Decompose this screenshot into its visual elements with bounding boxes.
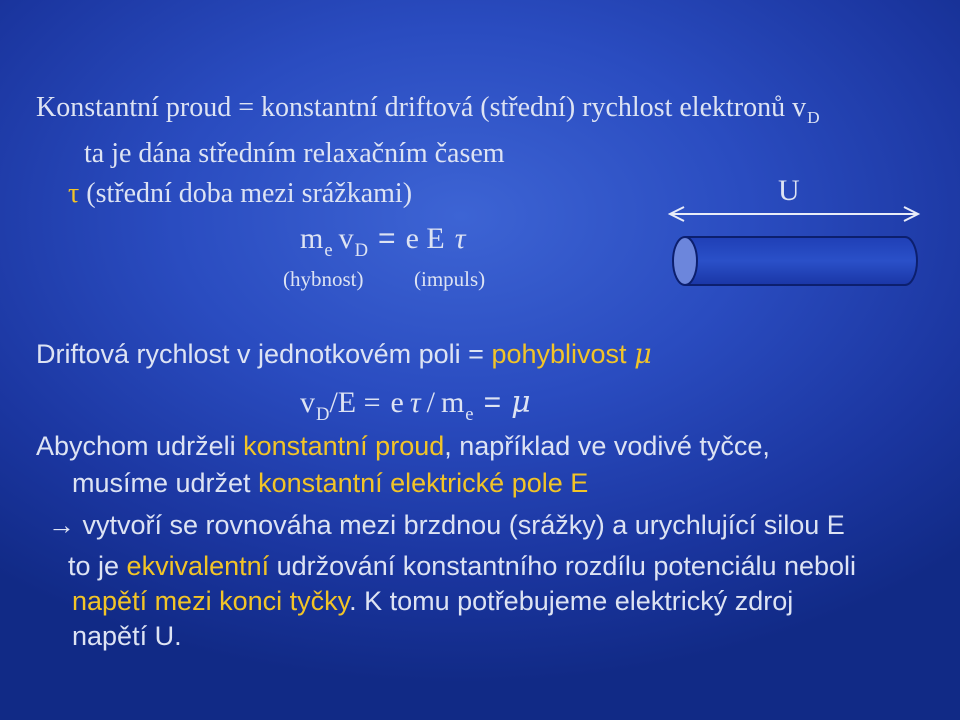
right-arrow-icon: → xyxy=(48,510,75,540)
para1-line2: musíme udržet konstantní elektrické pole E xyxy=(72,468,589,498)
mobility-term: pohyblivost xyxy=(491,339,627,369)
v-subscript: D xyxy=(807,108,820,128)
equivalent-highlight: ekvivalentní xyxy=(126,551,270,581)
impulse-label: (impuls) xyxy=(414,267,486,291)
para2-line1: to je ekvivalentní udržování konstantního rozdílu potenciálu neboli xyxy=(68,551,857,581)
momentum-label: (hybnost) xyxy=(283,267,364,291)
equilibrium-line: → vytvoří se rovnováha mezi brzdnou (srážky) a urychlující silou E xyxy=(48,510,845,540)
para1-line1: Abychom udrželi konstantní proud, například ve vodivé tyčce, xyxy=(36,431,770,461)
mobility-line: Driftová rychlost v jednotkovém poli = pohyblivost μ xyxy=(36,339,652,370)
constant-current-highlight: konstantní proud xyxy=(243,431,445,461)
para2-line3: napětí U. xyxy=(72,621,182,651)
collision-time-line: τ (střední doba mezi srážkami) xyxy=(68,178,413,209)
constant-field-highlight: konstantní elektrické pole E xyxy=(258,468,589,498)
momentum-equation: $m_e$ $v_D = e$ E τ xyxy=(300,222,466,261)
rod-icon xyxy=(673,237,917,285)
para2-line2: napětí mezi konci tyčky. K tomu potřebujeme elektrický zdroj xyxy=(72,586,794,616)
mu-symbol: μ xyxy=(634,339,652,370)
title-line: Konstantní proud = konstantní driftová (střední) rychlost elektronů $v_D$ xyxy=(36,92,820,128)
double-arrow-icon xyxy=(670,207,918,221)
tau-symbol: τ xyxy=(68,178,80,209)
voltage-highlight: napětí mezi konci tyčky xyxy=(72,586,350,616)
voltage-label: U xyxy=(778,174,800,207)
relaxation-line: ta je dána středním relaxačním časem xyxy=(84,138,505,169)
mobility-equation: $v_D/E = e$ $\tau / m_e = \mu$ xyxy=(300,385,531,425)
